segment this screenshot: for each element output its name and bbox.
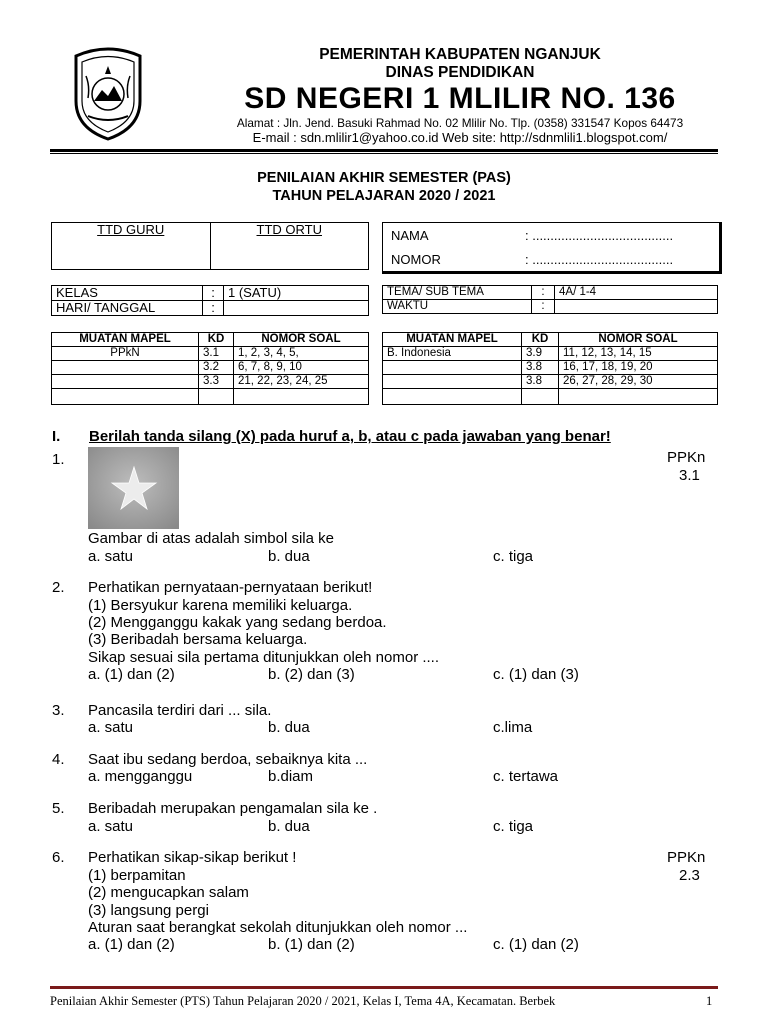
question-3-option-a[interactable]: a. satu (88, 719, 134, 736)
waktu-value[interactable] (555, 300, 718, 314)
question-2-option-c[interactable]: c. (1) dan (3) (493, 666, 579, 683)
nama-field[interactable]: : ....................................... (525, 228, 674, 243)
question-5-number: 5. (52, 800, 65, 817)
kd-cell (522, 389, 559, 405)
ttd-guru-label: TTD GURU (97, 222, 165, 237)
school-address: Alamat : Jln. Jend. Basuki Rahmad No. 02 Mlilir No. Tlp. (0358) 331547 Kopos 64473 (236, 116, 684, 130)
question-2-option-a[interactable]: a. (1) dan (2) (88, 666, 175, 683)
question-4-option-b[interactable]: b.diam (268, 768, 314, 785)
question-1-option-c[interactable]: c. tiga (493, 548, 534, 565)
kelas-label: KELAS (52, 286, 203, 301)
question-5-option-a[interactable]: a. satu (88, 818, 134, 835)
nomor-soal-cell: 1, 2, 3, 4, 5, (234, 347, 369, 361)
waktu-label: WAKTU (383, 300, 532, 314)
nomor-soal-cell (234, 389, 369, 405)
question-6-subject: PPKn (667, 849, 706, 866)
mapel-table-left (51, 332, 369, 405)
signature-table (51, 222, 369, 270)
exam-title: PENILAIAN AKHIR SEMESTER (PAS) (257, 170, 511, 186)
footer-divider (50, 986, 718, 989)
question-5-option-c[interactable]: c. tiga (493, 818, 534, 835)
header-divider-thin (50, 153, 718, 154)
header-government: PEMERINTAH KABUPATEN NGANJUK (319, 46, 601, 63)
school-name: SD NEGERI 1 MLILIR NO. 136 (244, 82, 676, 115)
ttd-ortu-label: TTD ORTU (256, 222, 322, 237)
header-divider (50, 149, 718, 152)
question-1-kd: 3.1 (679, 467, 700, 484)
mapel-table-right (382, 332, 718, 405)
mapel-cell (52, 389, 199, 405)
mapel-cell (383, 375, 522, 389)
question-1-option-b[interactable]: b. dua (268, 548, 310, 565)
question-6-prompt: Aturan saat berangkat sekolah ditunjukkan oleh nomor ... (88, 919, 468, 936)
question-2-text: Perhatikan pernyataan-pernyataan berikut! (88, 579, 373, 596)
nomor-soal-cell: 26, 27, 28, 29, 30 (559, 375, 718, 389)
question-6-option-c[interactable]: c. (1) dan (2) (493, 936, 579, 953)
question-2-statement-2: (2) Mengganggu kakak yang sedang berdoa. (88, 614, 387, 631)
question-2-number: 2. (52, 579, 65, 596)
question-6-option-b[interactable]: b. (1) dan (2) (268, 936, 355, 953)
question-6-option-a[interactable]: a. (1) dan (2) (88, 936, 175, 953)
hari-value[interactable] (224, 301, 369, 316)
kd-cell: 3.2 (199, 361, 234, 375)
mapel-cell (383, 361, 522, 375)
question-1-option-a[interactable]: a. satu (88, 548, 134, 565)
header-department: DINAS PENDIDIKAN (385, 64, 535, 81)
nomor-field[interactable]: : ....................................... (525, 252, 674, 267)
kd-header: KD (522, 333, 559, 347)
hari-colon: : (203, 301, 224, 316)
question-1-number: 1. (52, 451, 65, 468)
mapel-header: MUATAN MAPEL (52, 333, 199, 347)
question-6-statement-1: (1) berpamitan (88, 867, 186, 884)
kd-cell (199, 389, 234, 405)
class-info-table (51, 285, 369, 316)
kd-cell: 3.3 (199, 375, 234, 389)
mapel-cell: PPkN (52, 347, 199, 361)
kd-header: KD (199, 333, 234, 347)
mapel-cell (52, 375, 199, 389)
kd-cell: 3.9 (522, 347, 559, 361)
mapel-header: MUATAN MAPEL (383, 333, 522, 347)
kd-cell: 3.1 (199, 347, 234, 361)
question-3-option-b[interactable]: b. dua (268, 719, 310, 736)
question-2-option-b[interactable]: b. (2) dan (3) (268, 666, 355, 683)
question-6-statement-2: (2) mengucapkan salam (88, 884, 249, 901)
kd-cell: 3.8 (522, 361, 559, 375)
question-1-subject: PPKn (667, 449, 706, 466)
question-6-statement-3: (3) langsung pergi (88, 902, 209, 919)
question-4-option-a[interactable]: a. mengganggu (88, 768, 193, 785)
question-4-number: 4. (52, 751, 65, 768)
star-symbol-image (88, 447, 179, 529)
kelas-colon: : (203, 286, 224, 301)
mapel-cell (383, 389, 522, 405)
question-2-statement-1: (1) Bersyukur karena memiliki keluarga. (88, 597, 353, 614)
question-2-statement-3: (3) Beribadah bersama keluarga. (88, 631, 308, 648)
hari-label: HARI/ TANGGAL (52, 301, 203, 316)
identity-box (382, 222, 722, 274)
nomor-soal-cell: 6, 7, 8, 9, 10 (234, 361, 369, 375)
tema-value: 4A/ 1-4 (555, 286, 718, 300)
question-5-option-b[interactable]: b. dua (268, 818, 310, 835)
nomor-soal-cell: 21, 22, 23, 24, 25 (234, 375, 369, 389)
nomor-soal-cell (559, 389, 718, 405)
tema-colon: : (532, 286, 555, 300)
question-3-option-c[interactable]: c.lima (493, 719, 533, 736)
question-5-text: Beribadah merupakan pengamalan sila ke . (88, 800, 378, 817)
question-6-text: Perhatikan sikap-sikap berikut ! (88, 849, 297, 866)
exam-year: TAHUN PELAJARAN 2020 / 2021 (272, 188, 496, 204)
nomor-soal-header: NOMOR SOAL (234, 333, 369, 347)
question-1-text: Gambar di atas adalah simbol sila ke (88, 530, 334, 547)
mapel-cell: B. Indonesia (383, 347, 522, 361)
question-4-option-c[interactable]: c. tertawa (493, 768, 559, 785)
question-3-text: Pancasila terdiri dari ... sila. (88, 702, 272, 719)
nomor-soal-cell: 16, 17, 18, 19, 20 (559, 361, 718, 375)
regency-emblem-logo (68, 46, 148, 141)
nomor-label: NOMOR (391, 252, 441, 267)
question-2-prompt: Sikap sesuai sila pertama ditunjukkan oleh nomor .... (88, 649, 440, 666)
question-3-number: 3. (52, 702, 65, 719)
nomor-soal-header: NOMOR SOAL (559, 333, 718, 347)
tema-label: TEMA/ SUB TEMA (383, 286, 532, 300)
section-instruction: Berilah tanda silang (X) pada huruf a, b, atau c pada jawaban yang benar! (89, 428, 611, 445)
question-4-text: Saat ibu sedang berdoa, sebaiknya kita ... (88, 751, 368, 768)
question-6-number: 6. (52, 849, 65, 866)
nomor-soal-cell: 11, 12, 13, 14, 15 (559, 347, 718, 361)
section-number: I. (52, 428, 61, 445)
kelas-value: 1 (SATU) (224, 286, 369, 301)
waktu-colon: : (532, 300, 555, 314)
question-6-kd: 2.3 (679, 867, 700, 884)
nama-label: NAMA (391, 228, 429, 243)
page-number: 1 (706, 994, 713, 1008)
theme-info-table (382, 285, 718, 314)
school-email: E-mail : sdn.mlilir1@yahoo.co.id Web site: http://sdnmlili1.blogspot.com/ (252, 130, 668, 145)
kd-cell: 3.8 (522, 375, 559, 389)
footer-text: Penilaian Akhir Semester (PTS) Tahun Pelajaran 2020 / 2021, Kelas I, Tema 4A, Kecamatan. Berbek (50, 994, 556, 1008)
mapel-cell (52, 361, 199, 375)
